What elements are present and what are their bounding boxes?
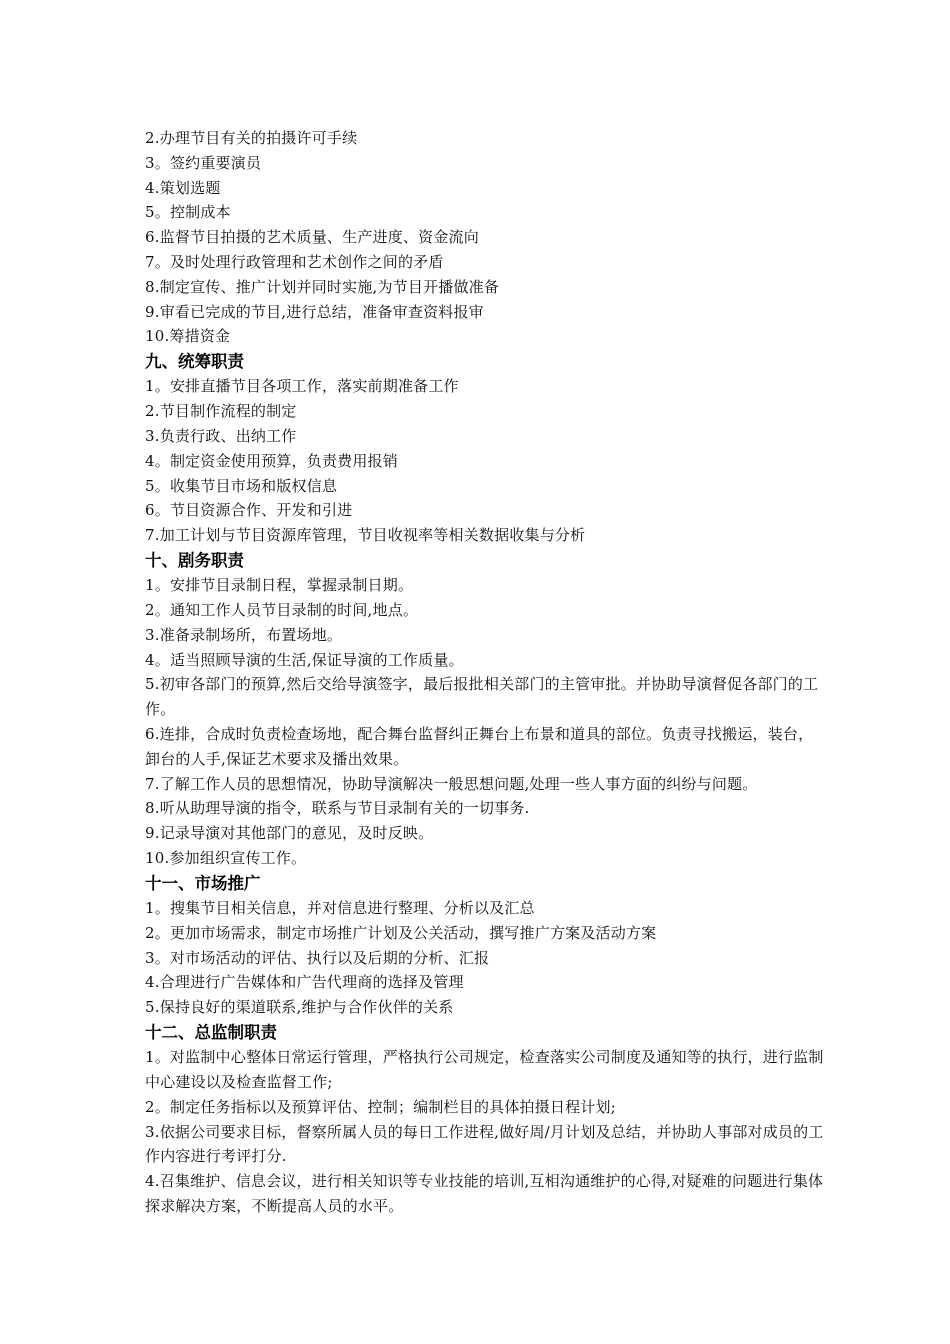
list-item: 3。对市场活动的评估、执行以及后期的分析、汇报: [145, 948, 490, 967]
section-coordination-duties: [145, 349, 825, 548]
list-item: 2。更加市场需求，制定市场推广计划及公关活动，撰写推广方案及活动方案: [145, 923, 657, 942]
list-item: 1。对监制中心整体日常运行管理，严格执行公司规定，检查落实公司制度及通知等的执行，进行监制中心建设以及检查监督工作;: [145, 1048, 824, 1091]
list-item: 10.参加组织宣传工作。: [145, 848, 307, 867]
section-heading: 十二、总监制职责: [145, 1022, 277, 1042]
list-item: 2.节目制作流程的制定: [145, 402, 297, 421]
list-item: 4.合理进行广告媒体和广告代理商的选择及管理: [145, 973, 464, 992]
list-item: 4.策划选题: [145, 178, 221, 197]
list-item: 3.负责行政、出纳工作: [145, 426, 297, 445]
list-item: 2.办理节目有关的拍摄许可手续: [145, 129, 358, 147]
list-item: 2。通知工作人员节目录制的时间,地点。: [145, 600, 419, 619]
list-item: 1。搜集节目相关信息，并对信息进行整理、分析以及汇总: [145, 898, 535, 917]
list-item: 8.制定宣传、推广计划并同时实施,为节目开播做准备: [145, 277, 500, 296]
list-item: 5.初审各部门的预算,然后交给导演签字，最后报批相关部门的主管审批。并协助导演督促各部门的工作。: [145, 675, 819, 719]
section-heading: 十一、市场推广: [145, 873, 261, 893]
section-heading: 九、统筹职责: [145, 352, 244, 372]
section-heading: 十、剧务职责: [145, 550, 244, 570]
section-marketing: [145, 871, 825, 1020]
list-item: 5。收集节目市场和版权信息: [145, 476, 338, 495]
list-item: 8.听从助理导演的指令，联系与节目录制有关的一切事务.: [145, 799, 530, 818]
list-item: 5。控制成本: [145, 203, 231, 222]
list-item: 6.连排，合成时负责检查场地，配合舞台监督纠正舞台上布景和道具的部位。负责寻找搬运，装台，卸台的人手,保证艺术要求及播出效果。: [145, 724, 814, 768]
document-page: [145, 126, 825, 1219]
list-item: 1。安排直播节目各项工作，落实前期准备工作: [145, 377, 459, 396]
list-item: 3.依据公司要求目标，督察所属人员的每日工作进程,做好周/月计划及总结，并协助人事部对成员的工作内容进行考评打分.: [145, 1122, 824, 1166]
list-item: 5.保持良好的渠道联系,维护与合作伙伴的关系: [145, 998, 454, 1017]
list-item: 7。及时处理行政管理和艺术创作之间的矛盾: [145, 252, 444, 271]
list-item: 1。安排节目录制日程，掌握录制日期。: [145, 576, 414, 595]
list-item: 6.监督节目拍摄的艺术质量、生产进度、资金流向: [145, 228, 479, 247]
list-item: 9.记录导演对其他部门的意见，及时反映。: [145, 824, 434, 843]
list-item: 3.准备录制场所，布置场地。: [145, 625, 343, 644]
list-item: 7.加工计划与节目资源库管理，节目收视率等相关数据收集与分析: [145, 526, 586, 545]
section-chief-supervisor-duties: [145, 1020, 825, 1219]
list-item: 9.审看已完成的节目,进行总结，准备审查资料报审: [145, 302, 484, 321]
list-item: 2。制定任务指标以及预算评估、控制；编制栏目的具体拍摄日程计划;: [145, 1097, 617, 1116]
list-item: 3。签约重要演员: [145, 153, 262, 172]
list-item: 10.筹措资金: [145, 327, 231, 346]
list-item: 4。制定资金使用预算，负责费用报销: [145, 451, 398, 470]
list-item: 4。适当照顾导演的生活,保证导演的工作质量。: [145, 650, 464, 669]
list-item: 4.召集维护、信息会议，进行相关知识等专业技能的培训,互相沟通维护的心得,对疑难的问题进行集体探求解决方案，不断提高人员的水平。: [145, 1172, 824, 1215]
list-item: 7.了解工作人员的思想情况，协助导演解决一般思想问题,处理一些人事方面的纠纷与问题。: [145, 774, 758, 793]
list-item: 6。节目资源合作、开发和引进: [145, 501, 353, 520]
section-continuation: [145, 126, 825, 349]
section-stage-affairs-duties: [145, 548, 825, 871]
